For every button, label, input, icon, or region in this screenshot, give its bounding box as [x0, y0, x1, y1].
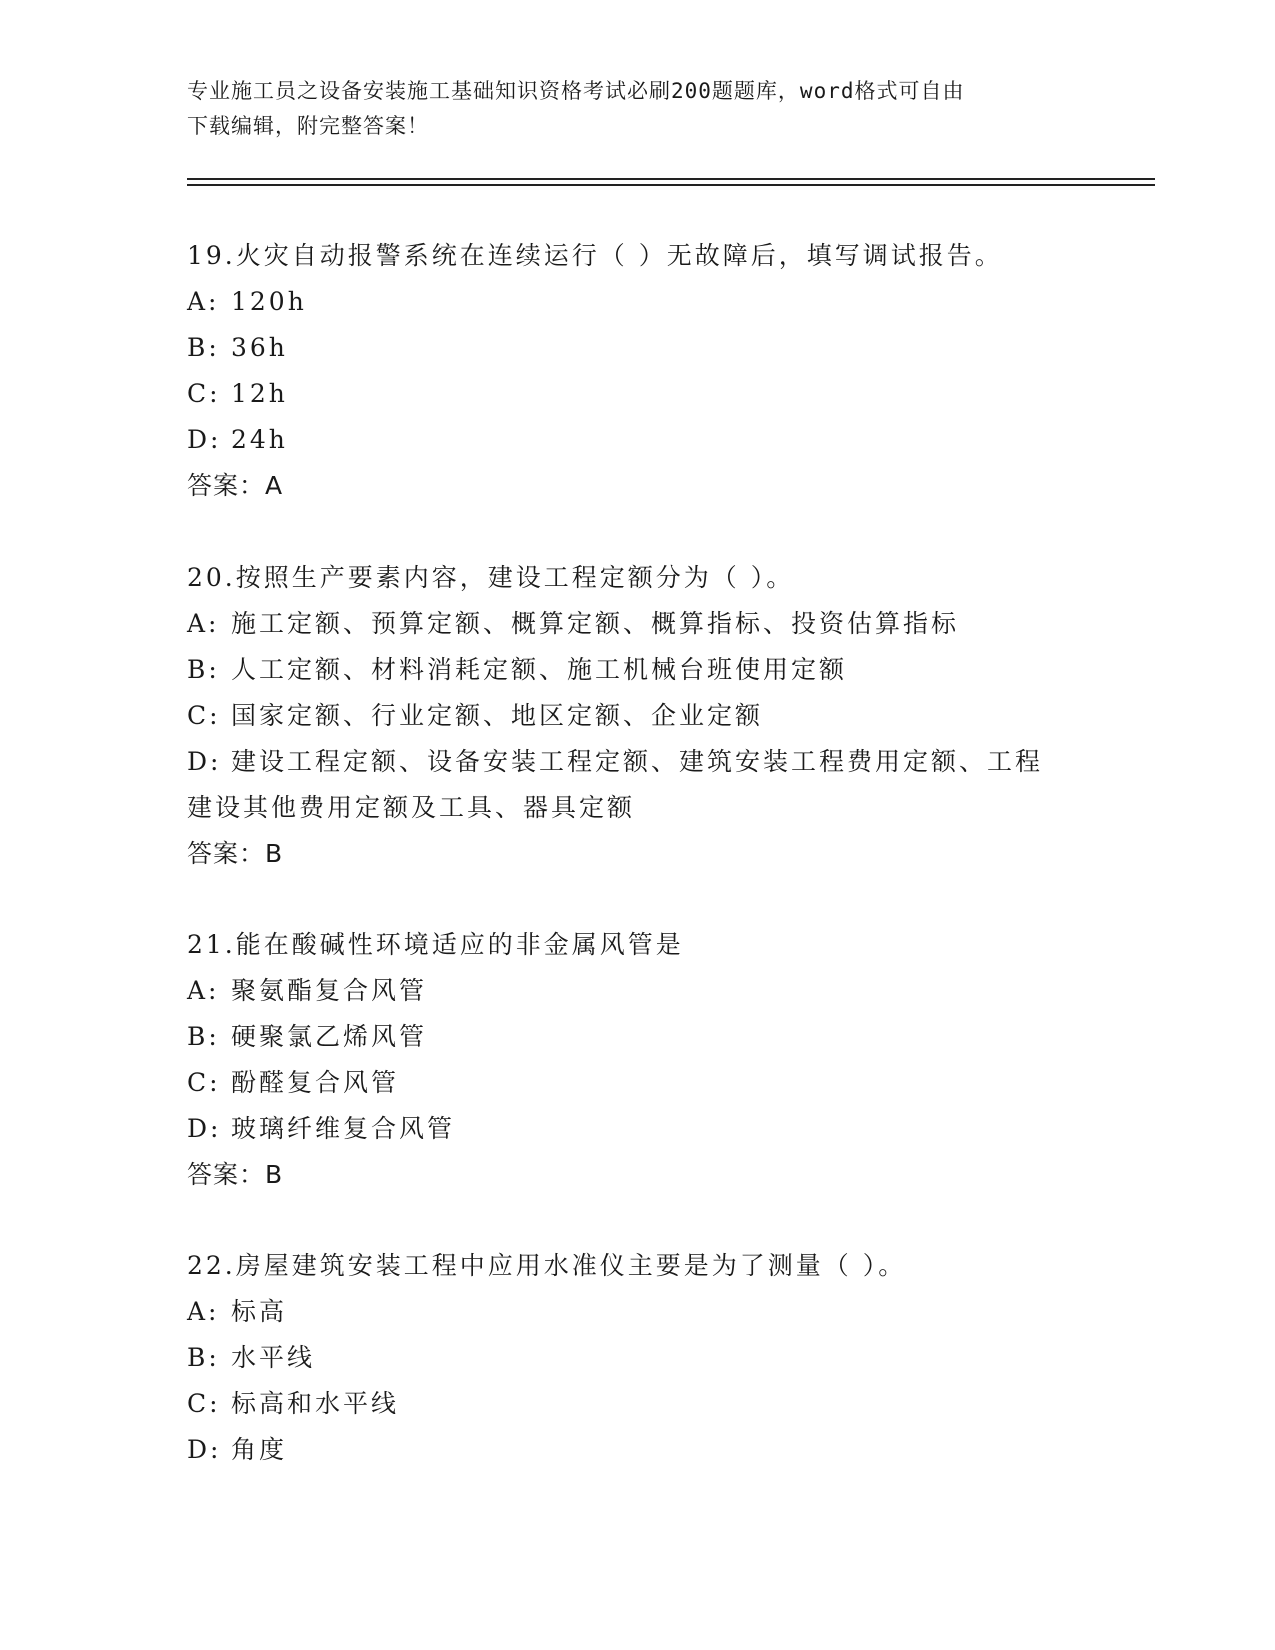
- option-text: 24h: [231, 425, 288, 454]
- option-label: A:: [187, 976, 220, 1005]
- option-text: 人工定额、材料消耗定额、施工机械台班使用定额: [231, 655, 848, 684]
- option-c: [187, 371, 1087, 417]
- option-label: D:: [187, 747, 222, 776]
- option-label: D:: [187, 1435, 222, 1464]
- question-stem: 22.房屋建筑安装工程中应用水准仪主要是为了测量（ ）。: [187, 1251, 907, 1280]
- option-label: B:: [187, 655, 220, 684]
- answer: 答案：A: [187, 471, 284, 500]
- header-line-2: 下载编辑，附完整答案！: [187, 114, 429, 138]
- option-label: A:: [187, 287, 220, 316]
- option-label: B:: [187, 1343, 220, 1372]
- option-label: C:: [187, 1389, 221, 1418]
- option-d: [187, 739, 1087, 785]
- option-d: [187, 417, 1087, 463]
- question-21: [187, 922, 1087, 1198]
- option-a: [187, 279, 1087, 325]
- question-stem: 20.按照生产要素内容，建设工程定额分为（ ）。: [187, 563, 795, 592]
- question-22: [187, 1243, 1087, 1473]
- option-c: [187, 1060, 1087, 1106]
- option-text: 标高: [231, 1297, 288, 1326]
- question-stem: 19.火灾自动报警系统在连续运行（ ）无故障后，填写调试报告。: [187, 241, 1003, 270]
- header-divider-bottom: [187, 184, 1155, 186]
- answer: 答案：B: [187, 1160, 284, 1189]
- option-text: 建设工程定额、设备安装工程定额、建筑安装工程费用定额、工程: [231, 747, 1044, 776]
- answer: 答案：B: [187, 839, 284, 868]
- option-text: 玻璃纤维复合风管: [231, 1114, 456, 1143]
- question-19: [187, 233, 1087, 509]
- option-label: B:: [187, 333, 220, 362]
- option-text: 36h: [231, 333, 288, 362]
- option-label: B:: [187, 1022, 220, 1051]
- question-stem: 21.能在酸碱性环境适应的非金属风管是: [187, 930, 684, 959]
- option-label: C:: [187, 379, 221, 408]
- option-d: [187, 1106, 1087, 1152]
- document-header: [187, 74, 1087, 144]
- option-label: A:: [187, 1297, 220, 1326]
- option-text: 12h: [231, 379, 288, 408]
- option-label: A:: [187, 609, 220, 638]
- option-label: D:: [187, 425, 222, 454]
- option-label: C:: [187, 1068, 221, 1097]
- option-text: 国家定额、行业定额、地区定额、企业定额: [231, 701, 764, 730]
- option-text: 施工定额、预算定额、概算定额、概算指标、投资估算指标: [231, 609, 960, 638]
- option-text: 标高和水平线: [231, 1389, 400, 1418]
- header-line-1: 专业施工员之设备安装施工基础知识资格考试必刷200题题库，word格式可自由: [187, 79, 965, 103]
- option-b: [187, 1335, 1087, 1381]
- header-divider-top: [187, 178, 1155, 180]
- option-c: [187, 1381, 1087, 1427]
- option-text: 角度: [231, 1435, 288, 1464]
- option-b: [187, 647, 1087, 693]
- option-b: [187, 325, 1087, 371]
- option-a: [187, 601, 1087, 647]
- option-a: [187, 1289, 1087, 1335]
- option-label: D:: [187, 1114, 222, 1143]
- option-b: [187, 1014, 1087, 1060]
- question-20: [187, 555, 1087, 877]
- option-a: [187, 968, 1087, 1014]
- option-text: 水平线: [231, 1343, 316, 1372]
- option-c: [187, 693, 1087, 739]
- option-text: 酚醛复合风管: [231, 1068, 400, 1097]
- option-label: C:: [187, 701, 221, 730]
- option-text: 硬聚氯乙烯风管: [231, 1022, 428, 1051]
- option-text: 聚氨酯复合风管: [231, 976, 428, 1005]
- option-d-continuation: 建设其他费用定额及工具、器具定额: [187, 793, 636, 822]
- option-text: 120h: [231, 287, 307, 316]
- option-d: [187, 1427, 1087, 1473]
